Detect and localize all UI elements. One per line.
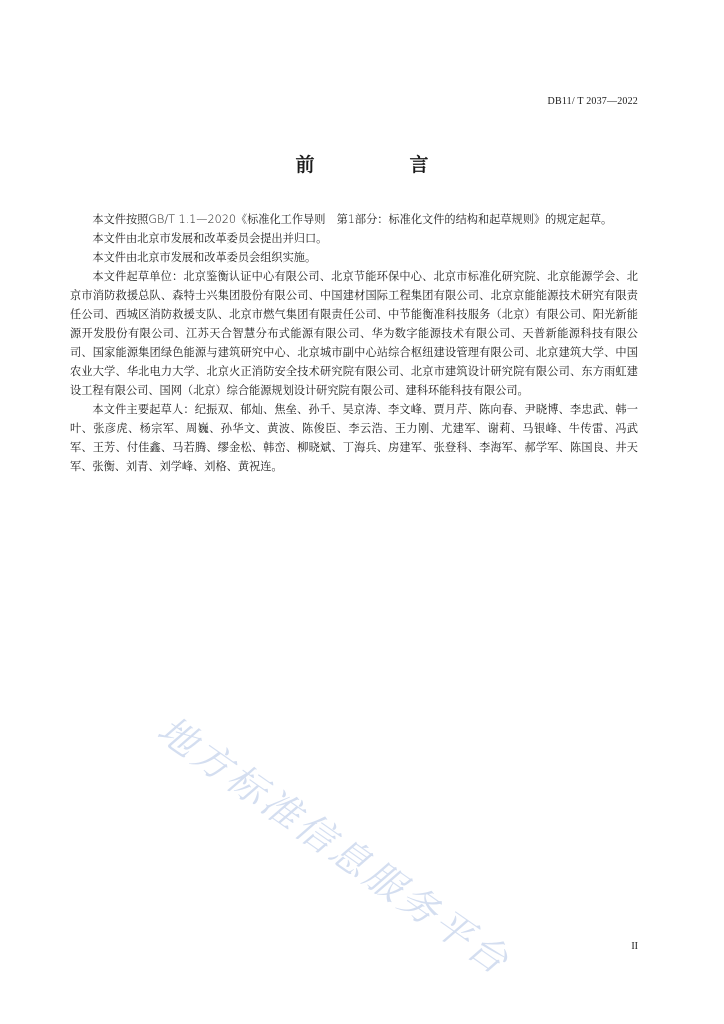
paragraph-drafting-rules: 本文件按照GB/T 1.1—2020《标准化工作导则 第1部分：标准化文件的结构和起草规则》的规定起草。 — [92, 213, 613, 226]
paragraph-implemented-by: 本文件由北京市发展和改革委员会组织实施。 — [92, 251, 317, 264]
page-title: 前 言 — [295, 154, 467, 176]
watermark: 地方标准信息服务平台 — [149, 707, 519, 985]
paragraph-main-drafters: 本文件主要起草人：纪振双、郁灿、焦垒、孙千、吴京涛、李文峰、贾月芹、陈向春、尹晓博、李忠武、韩一叶、张彦虎、杨宗军、周巍、孙华文、黄波、陈俊臣、李云浩、王力刚、尤建军、谢莉、马银峰、牛传雷、冯武军、王芳、付佳鑫、马若腾、缪金松、韩峦、柳晓斌、丁海兵、房建军、张登科、李海军、郝学军、陈国良、井天军、张衡、刘青、刘学峰、刘格、黄祝连。 — [70, 403, 638, 473]
standard-code: DB11/ T 2037—2022 — [547, 96, 638, 107]
page-number: II — [631, 941, 638, 952]
paragraph-proposed-by: 本文件由北京市发展和改革委员会提出并归口。 — [92, 232, 328, 245]
document-body — [70, 210, 638, 476]
paragraph-drafting-units: 本文件起草单位：北京鉴衡认证中心有限公司、北京节能环保中心、北京市标准化研究院、北京能源学会、北京市消防救援总队、森特士兴集团股份有限公司、中国建材国际工程集团有限公司、北京京能能源技术研究有限责任公司、西城区消防救援支队、北京市燃气集团有限责任公司、中节能衡准科技服务（北京）有限公司、阳光新能源开发股份有限公司、江苏天合智慧分布式能源有限公司、华为数字能源技术有限公司、天普新能源科技有限公司、国家能源集团绿色能源与建筑研究中心、北京城市副中心站综合枢纽建设管理有限公司、北京建筑大学、中国农业大学、华北电力大学、北京火正消防安全技术研究院有限公司、北京市建筑设计研究院有限公司、东方雨虹建设工程有限公司、国网（北京）综合能源规划设计研究院有限公司、建科环能科技有限公司。 — [70, 270, 638, 397]
